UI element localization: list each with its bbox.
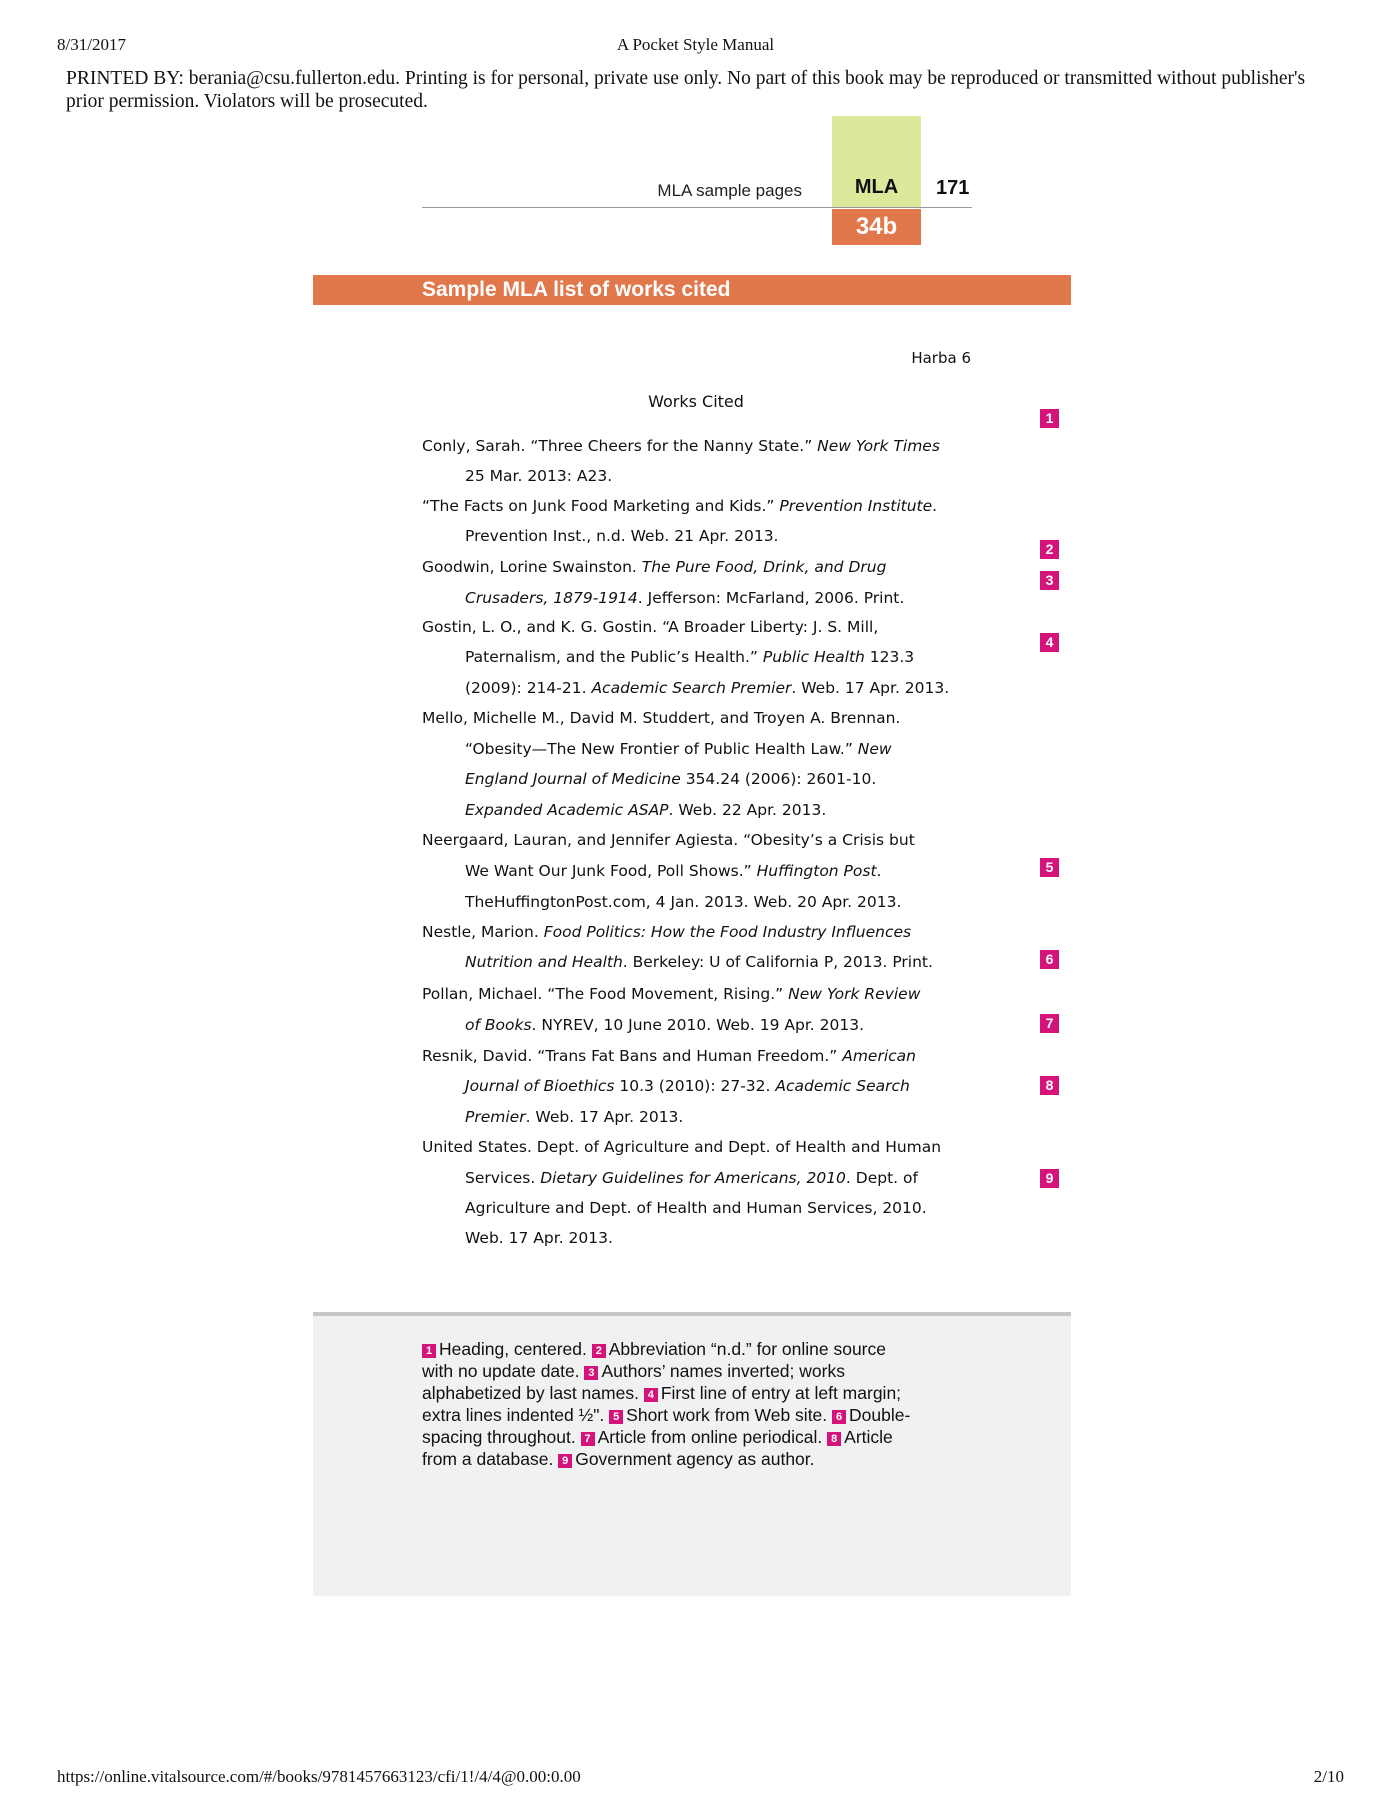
notes-line: [422, 1448, 962, 1470]
citation-italic-text: Nutrition and Health: [465, 953, 623, 971]
note-text: spacing throughout.: [422, 1427, 581, 1447]
annotation-marker: [1040, 409, 1059, 428]
citation-line: [422, 831, 915, 849]
citation-text: Services.: [465, 1169, 541, 1187]
citation-line: [422, 923, 911, 941]
citation-text: . Web. 17 Apr. 2013.: [525, 1108, 684, 1126]
print-title: A Pocket Style Manual: [616, 35, 775, 54]
running-head: MLA sample pages: [657, 181, 802, 200]
citation-text: Paternalism, and the Public’s Health.”: [465, 648, 763, 666]
citation-italic-text: New: [857, 740, 892, 758]
citation-line: [465, 1169, 918, 1187]
citation-text: United States. Dept. of Agriculture and Dept. of Health and Human: [422, 1138, 942, 1156]
section-banner-title: Sample MLA list of works cited: [422, 278, 731, 301]
annotation-marker-number: 3: [1045, 572, 1054, 588]
citation-text: Nestle, Marion.: [422, 923, 544, 941]
print-date: 8/31/2017: [57, 35, 126, 54]
citation-italic-text: New York Review: [788, 985, 921, 1003]
annotation-marker: [1040, 1014, 1059, 1033]
annotation-marker: [1040, 1169, 1059, 1188]
header-rule: [422, 207, 972, 208]
citation-italic-text: Crusaders, 1879-1914: [465, 589, 638, 607]
citation-text: Prevention Inst., n.d. Web. 21 Apr. 2013.: [465, 527, 779, 545]
annotation-marker-number: 2: [1045, 541, 1054, 557]
citation-text: 25 Mar. 2013: A23.: [465, 467, 613, 485]
citation-italic-text: Huffington Post: [756, 862, 877, 880]
notes-line: [422, 1426, 962, 1448]
citation-italic-text: American: [842, 1047, 916, 1065]
note-text: with no update date.: [422, 1361, 585, 1381]
citation-line: [465, 1199, 927, 1217]
annotation-marker-number: 6: [1045, 951, 1054, 967]
citation-line: [465, 527, 778, 545]
citation-italic-text: of Books: [465, 1016, 532, 1034]
note-text: from a database.: [422, 1449, 559, 1469]
annotation-marker: [1040, 1076, 1059, 1095]
notes-text: [422, 1338, 962, 1470]
citation-line: [465, 679, 949, 697]
note-badge: 1: [422, 1344, 436, 1358]
annotation-marker: [1040, 540, 1059, 559]
annotation-marker-number: 7: [1045, 1015, 1054, 1031]
citation-text: Goodwin, Lorine Swainston.: [422, 558, 642, 576]
citation-italic-text: Academic Search Premier: [591, 679, 792, 697]
annotation-marker: [1040, 571, 1059, 590]
citation-line: [465, 801, 826, 819]
notes-line: [422, 1382, 962, 1404]
note-badge: 8: [827, 1432, 841, 1446]
citation-italic-text: New York Times: [817, 437, 940, 455]
citation-text: 10.3 (2010): 27-32.: [614, 1077, 776, 1095]
note-text: Heading, centered.: [439, 1339, 592, 1359]
citation-text: Resnik, David. “Trans Fat Bans and Human Freedom.”: [422, 1047, 843, 1065]
citation-line: [465, 893, 901, 911]
citation-line: [422, 618, 878, 636]
note-badge: 4: [644, 1388, 658, 1402]
citation-line: [465, 648, 914, 666]
citation-text: 354.24 (2006): 2601-10.: [680, 770, 877, 788]
note-badge: 5: [609, 1410, 623, 1424]
annotation-marker-number: 8: [1045, 1077, 1054, 1093]
annotation-marker-number: 9: [1045, 1170, 1054, 1186]
citation-text: .: [932, 497, 938, 515]
citation-line: [465, 862, 881, 880]
citation-text: We Want Our Junk Food, Poll Shows.”: [465, 862, 757, 880]
citation-line: [465, 770, 876, 788]
citation-line: [465, 953, 933, 971]
section-tab: 34b: [832, 209, 921, 245]
citation-text: . NYREV, 10 June 2010. Web. 19 Apr. 2013.: [531, 1016, 865, 1034]
works-cited-title: Works Cited: [648, 392, 744, 411]
citation-line: [422, 497, 937, 515]
note-text: Article from online periodical.: [597, 1427, 828, 1447]
note-text: Article: [844, 1427, 893, 1447]
note-text: Short work from Web site.: [626, 1405, 833, 1425]
citation-italic-text: Prevention Institute: [779, 497, 933, 515]
note-text: Authors’ names inverted; works: [601, 1361, 845, 1381]
citation-italic-text: Public Health: [762, 648, 865, 666]
note-badge: 7: [581, 1432, 595, 1446]
citation-line: [422, 1138, 941, 1156]
print-footer-page: 2/10: [1313, 1767, 1344, 1786]
citation-italic-text: Journal of Bioethics: [465, 1077, 615, 1095]
citation-text: Pollan, Michael. “The Food Movement, Rising.”: [422, 985, 789, 1003]
annotation-marker: [1040, 858, 1059, 877]
citation-line: [465, 1077, 910, 1095]
citation-text: . Web. 17 Apr. 2013.: [791, 679, 950, 697]
note-text: Double-: [849, 1405, 911, 1425]
annotation-marker: [1040, 950, 1059, 969]
citation-line: [422, 709, 900, 727]
citation-text: Neergaard, Lauran, and Jennifer Agiesta. “Obesity’s a Crisis but: [422, 831, 915, 849]
citation-line: [465, 589, 904, 607]
citation-text: Web. 17 Apr. 2013.: [465, 1229, 613, 1247]
notes-line: [422, 1360, 962, 1382]
citation-text: Agriculture and Dept. of Health and Human Services, 2010.: [465, 1199, 927, 1217]
annotation-marker-number: 4: [1045, 634, 1054, 650]
print-footer-url: https://online.vitalsource.com/#/books/9781457663123/cfi/1!/4/4@0.00:0.00: [57, 1767, 581, 1786]
citation-line: [422, 1047, 916, 1065]
citation-italic-text: Dietary Guidelines for Americans, 2010: [540, 1169, 846, 1187]
citation-line: [422, 437, 940, 455]
annotation-marker-number: 5: [1045, 859, 1054, 875]
citation-text: “Obesity—The New Frontier of Public Health Law.”: [465, 740, 858, 758]
citation-text: Conly, Sarah. “Three Cheers for the Nanny State.”: [422, 437, 818, 455]
citation-italic-text: Academic Search: [775, 1077, 910, 1095]
sample-page-header: Harba 6: [911, 349, 971, 367]
note-text: extra lines indented ½".: [422, 1405, 610, 1425]
citation-text: (2009): 214-21.: [465, 679, 592, 697]
citation-text: Mello, Michelle M., David M. Studdert, and Troyen A. Brennan.: [422, 709, 901, 727]
notes-line: [422, 1404, 962, 1426]
note-text: First line of entry at left margin;: [660, 1383, 902, 1403]
note-badge: 9: [558, 1454, 572, 1468]
citation-line: [465, 740, 892, 758]
citation-italic-text: England Journal of Medicine: [465, 770, 681, 788]
citation-line: [465, 1229, 613, 1247]
page-number: 171: [936, 177, 970, 199]
citation-line: [465, 1108, 683, 1126]
citation-text: .: [876, 862, 882, 880]
note-badge: 3: [584, 1366, 598, 1380]
citation-italic-text: Food Politics: How the Food Industry Influences: [543, 923, 912, 941]
note-text: Abbreviation “n.d.” for online source: [608, 1339, 886, 1359]
citation-text: TheHuffingtonPost.com, 4 Jan. 2013. Web. 20 Apr. 2013.: [465, 893, 902, 911]
citation-text: . Dept. of: [845, 1169, 918, 1187]
citation-italic-text: Expanded Academic ASAP: [465, 801, 669, 819]
citation-italic-text: The Pure Food, Drink, and Drug: [641, 558, 887, 576]
citation-text: . Jefferson: McFarland, 2006. Print.: [637, 589, 905, 607]
citation-text: . Berkeley: U of California P, 2013. Print.: [622, 953, 933, 971]
print-notice: PRINTED BY: berania@csu.fullerton.edu. Printing is for personal, private use only. No part of this book may be reproduced or transmitted without publisher's prior permission. Violators will be prosecuted.: [66, 68, 1306, 112]
citation-text: 123.3: [864, 648, 915, 666]
notes-line: [422, 1338, 962, 1360]
note-badge: 2: [592, 1344, 606, 1358]
mla-tab-label: MLA: [854, 176, 899, 198]
annotation-marker: [1040, 633, 1059, 652]
citation-line: [465, 467, 612, 485]
note-text: alphabetized by last names.: [422, 1383, 644, 1403]
citation-text: “The Facts on Junk Food Marketing and Kids.”: [422, 497, 780, 515]
citation-text: Gostin, L. O., and K. G. Gostin. “A Broader Liberty: J. S. Mill,: [422, 618, 879, 636]
citation-line: [422, 558, 886, 576]
annotation-marker-number: 1: [1045, 410, 1054, 426]
citation-italic-text: Premier: [465, 1108, 526, 1126]
citation-line: [422, 985, 920, 1003]
note-badge: 6: [832, 1410, 846, 1424]
citation-text: . Web. 22 Apr. 2013.: [668, 801, 827, 819]
citation-line: [465, 1016, 864, 1034]
note-text: Government agency as author.: [575, 1449, 815, 1469]
